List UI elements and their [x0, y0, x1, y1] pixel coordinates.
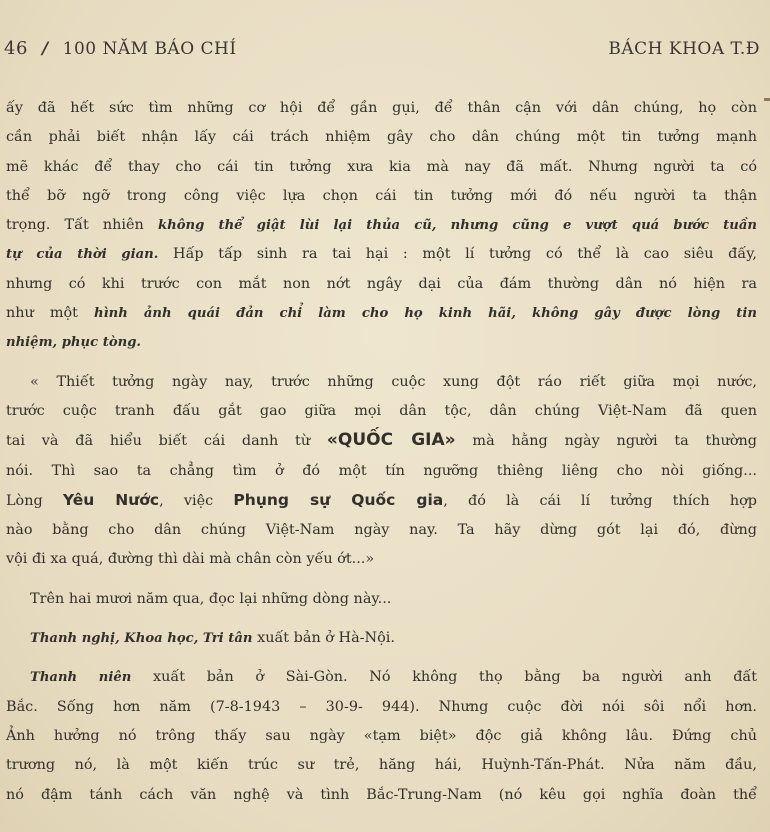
text-run: tai và đã hiểu biết cái danh từ	[6, 433, 311, 450]
page-number: 46	[4, 38, 28, 59]
italic-quote: hình ảnh quái đản chỉ làm cho họ kinh hãi, không gây được lòng tin	[94, 306, 757, 322]
text-line	[6, 299, 757, 328]
text-line: nhưng có khi trước con mắt non nớt ngây dại của đám thường dân nó hiện ra	[6, 275, 757, 292]
text-line: Trên hai mươi năm qua, đọc lại những dòng này...	[30, 590, 392, 607]
text-line	[6, 624, 757, 653]
text-line: cần phải biết nhận lấy cái trách nhiệm gây cho dân chúng một tin tưởng mạnh	[6, 129, 757, 146]
text-run: trọng. Tất nhiên	[6, 217, 144, 234]
text-run: Lòng	[6, 492, 43, 509]
text-line	[6, 211, 757, 240]
header-separator: /	[41, 39, 49, 59]
text-line: nói. Thì sao ta chẳng tìm ở đó một tín ngưỡng thiêng liêng cho nòi giống...	[6, 462, 757, 479]
header-left	[4, 38, 237, 59]
page-edge-mark	[764, 98, 770, 101]
text-line: vội đi xa quá, đường thì dài mà chân còn yếu ớt...»	[6, 551, 375, 568]
paragraph-1	[6, 94, 757, 358]
emphasis-phung-su: Phụng sự Quốc gia	[233, 490, 444, 509]
text-run: như một	[6, 305, 78, 322]
book-title: 100 NĂM BÁO CHÍ	[62, 39, 237, 59]
italic-quote: tự của thời gian.	[6, 247, 159, 263]
text-line	[6, 486, 757, 516]
text-line	[6, 663, 757, 692]
paragraph-3	[6, 585, 757, 614]
italic-title: Thanh niên	[30, 670, 132, 686]
text-line: Bắc. Sống hơn năm (7-8-1943 – 30-9- 944). Nhưng cuộc đời nói sôi nổi hơn.	[6, 698, 757, 715]
paragraph-5	[6, 663, 757, 809]
text-line: mẽ khác để thay cho cái tin tưởng xưa kia mà nay đã mất. Nhưng người ta có	[6, 158, 757, 175]
text-line	[6, 328, 757, 357]
text-run: xuất bản ở Hà-Nội.	[257, 630, 395, 647]
text-run: Hấp tấp sinh ra tai hại : một lí tưởng có thể là cao siêu đấy,	[173, 246, 757, 263]
text-line: trương nó, là một kiến trúc sư trẻ, hăng hái, Huỳnh-Tấn-Phát. Nửa năm đầu,	[6, 757, 757, 774]
emphasis-yeu-nuoc: Yêu Nước	[62, 490, 160, 509]
paragraph-4	[6, 624, 757, 653]
text-run: , đó là cái lí tưởng thích hợp	[443, 492, 757, 509]
text-line: nào bằng cho dân chúng Việt-Nam ngày nay. Ta hãy dừng gót lại đó, đừng	[6, 522, 757, 539]
italic-titles: Thanh nghị, Khoa học, Tri tân	[30, 631, 253, 647]
text-line	[6, 240, 757, 269]
text-run: xuất bản ở Sài-Gòn. Nó không thọ bằng ba người anh đất	[153, 669, 758, 686]
italic-quote: không thể giật lùi lại thủa cũ, nhưng cũng e vượt quá bước tuần	[157, 218, 757, 234]
page-body	[6, 94, 757, 810]
text-line: trước cuộc tranh đấu gắt gao giữa mọi dân tộc, dân chúng Việt-Nam đã quen	[6, 402, 757, 419]
text-line: nó đậm tánh cách văn nghệ và tình Bắc-Trung-Nam (nó kêu gọi nghĩa đoàn thể	[6, 786, 757, 803]
text-line: thể bỡ ngỡ trong công việc lựa chọn cái tin tưởng mới đó nếu người ta thận	[6, 187, 757, 204]
italic-quote: nhiệm, phục tòng.	[6, 335, 142, 351]
text-run: , việc	[159, 492, 214, 509]
text-line	[6, 426, 757, 456]
emphasis-quoc-gia: «QUỐC GIA»	[326, 430, 456, 451]
page-header	[4, 38, 760, 59]
text-line: Ảnh hưởng nó trông thấy sau ngày «tạm biệt» độc giả không lâu. Đứng chủ	[6, 727, 757, 744]
paragraph-2	[6, 368, 757, 575]
text-line: ấy đã hết sức tìm những cơ hội để gần gụi, để thân cận với dân chúng, họ còn	[6, 100, 757, 116]
running-head: BÁCH KHOA T.Đ	[608, 39, 760, 59]
text-run: mà hằng ngày người ta thường	[472, 433, 757, 450]
text-line: « Thiết tưởng ngày nay, trước những cuộc xung đột ráo riết giữa mọi nước,	[30, 373, 757, 390]
